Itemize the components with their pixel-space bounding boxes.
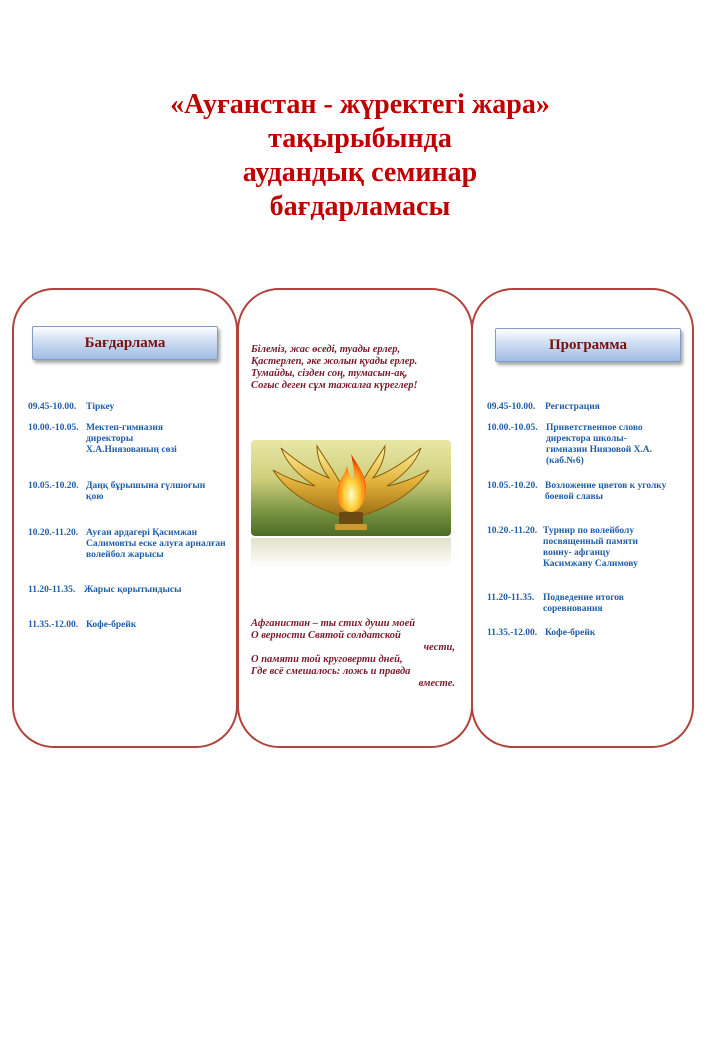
poem-line: Где всё смешалось: ложь и правда — [251, 666, 411, 677]
emblem-icon — [251, 440, 451, 536]
title-line-4: бағдарламасы — [269, 191, 451, 222]
program-item — [28, 423, 234, 456]
program-item — [487, 628, 691, 639]
program-desc: Турнир по волейболу посвященный памяти воину- афганцу Касимжану Салимову — [543, 526, 639, 569]
poem-russian — [251, 618, 455, 690]
program-item — [487, 402, 691, 413]
program-time: 09.45-10.00. — [28, 402, 77, 412]
program-time: 11.20-11.35. — [28, 585, 76, 595]
program-desc: Кофе-брейк — [86, 620, 137, 630]
program-time: 10.00.-10.05. — [28, 423, 79, 433]
program-desc: Возложение цветов к уголку боевой славы — [545, 481, 667, 502]
winged-flame-emblem — [251, 440, 451, 536]
program-desc: Даңқ бұрышына гүлшоғын қою — [86, 481, 206, 502]
poem-line: О верности Святой солдатской — [251, 630, 401, 641]
poem-line: Соғыс деген сұм тажалға күреглер! — [251, 380, 418, 391]
program-panel-russian — [471, 288, 694, 748]
program-item — [28, 528, 234, 561]
program-item — [487, 481, 691, 503]
title-line-2: тақырыбында — [268, 123, 452, 154]
emblem-reflection — [251, 538, 451, 568]
program-time: 10.05.-10.20. — [487, 481, 538, 491]
program-time: 11.20-11.35. — [487, 593, 535, 603]
program-desc: Подведение итогов соревнования — [543, 593, 624, 614]
program-desc: Регистрация — [545, 402, 600, 412]
poem-line: Білеміз, жас өседі, туады ерлер, — [251, 344, 401, 355]
poem-panel — [237, 288, 473, 748]
page-title — [0, 88, 720, 224]
program-desc: Тіркеу — [86, 402, 115, 412]
program-item — [28, 481, 234, 503]
title-line-1: «Ауғанстан - жүректегі жара» — [170, 89, 550, 120]
program-time: 11.35.-12.00. — [487, 628, 538, 638]
program-item — [28, 402, 234, 413]
program-time: 10.00.-10.05. — [487, 423, 538, 433]
program-desc: Жарыс қорытындысы — [84, 585, 182, 595]
program-item — [487, 423, 691, 467]
program-panel-kazakh — [12, 288, 238, 748]
program-time: 10.20.-11.20. — [487, 526, 538, 536]
title-line-3: аудандық семинар — [242, 157, 478, 188]
program-desc: Приветственное слово директора школы-гимназии Ниязовой Х.А. (каб.№6) — [546, 423, 653, 466]
program-banner-kazakh: Бағдарлама — [32, 326, 218, 360]
program-desc: Ауған ардагері Қасимжан Салимовты еске алуға арналған волейбол жарысы — [86, 528, 226, 560]
poem-line: Афганистан – ты стих души моей — [251, 618, 416, 629]
program-desc: Кофе-брейк — [545, 628, 596, 638]
poem-line: вместе. — [418, 678, 455, 689]
poem-line: О памяти той круговерти дней, — [251, 654, 403, 665]
program-time: 09.45-10.00. — [487, 402, 536, 412]
poem-line: чести, — [423, 642, 455, 653]
program-time: 10.20.-11.20. — [28, 528, 79, 538]
program-desc: Мектеп-гимназия директоры Х.А.Ниязованың сөзі — [86, 423, 177, 455]
poem-line: Қастерлеп, әке жолын қуады ерлер. — [251, 356, 418, 367]
program-item — [28, 585, 234, 596]
program-time: 10.05.-10.20. — [28, 481, 79, 491]
program-banner-russian: Программа — [495, 328, 681, 362]
program-item — [487, 593, 691, 615]
poem-line: Тумайды, сізден соң, тумасын-ақ, — [251, 368, 408, 379]
program-item — [28, 620, 234, 631]
poem-kazakh — [251, 344, 461, 392]
program-time: 11.35.-12.00. — [28, 620, 79, 630]
program-item — [487, 526, 691, 570]
